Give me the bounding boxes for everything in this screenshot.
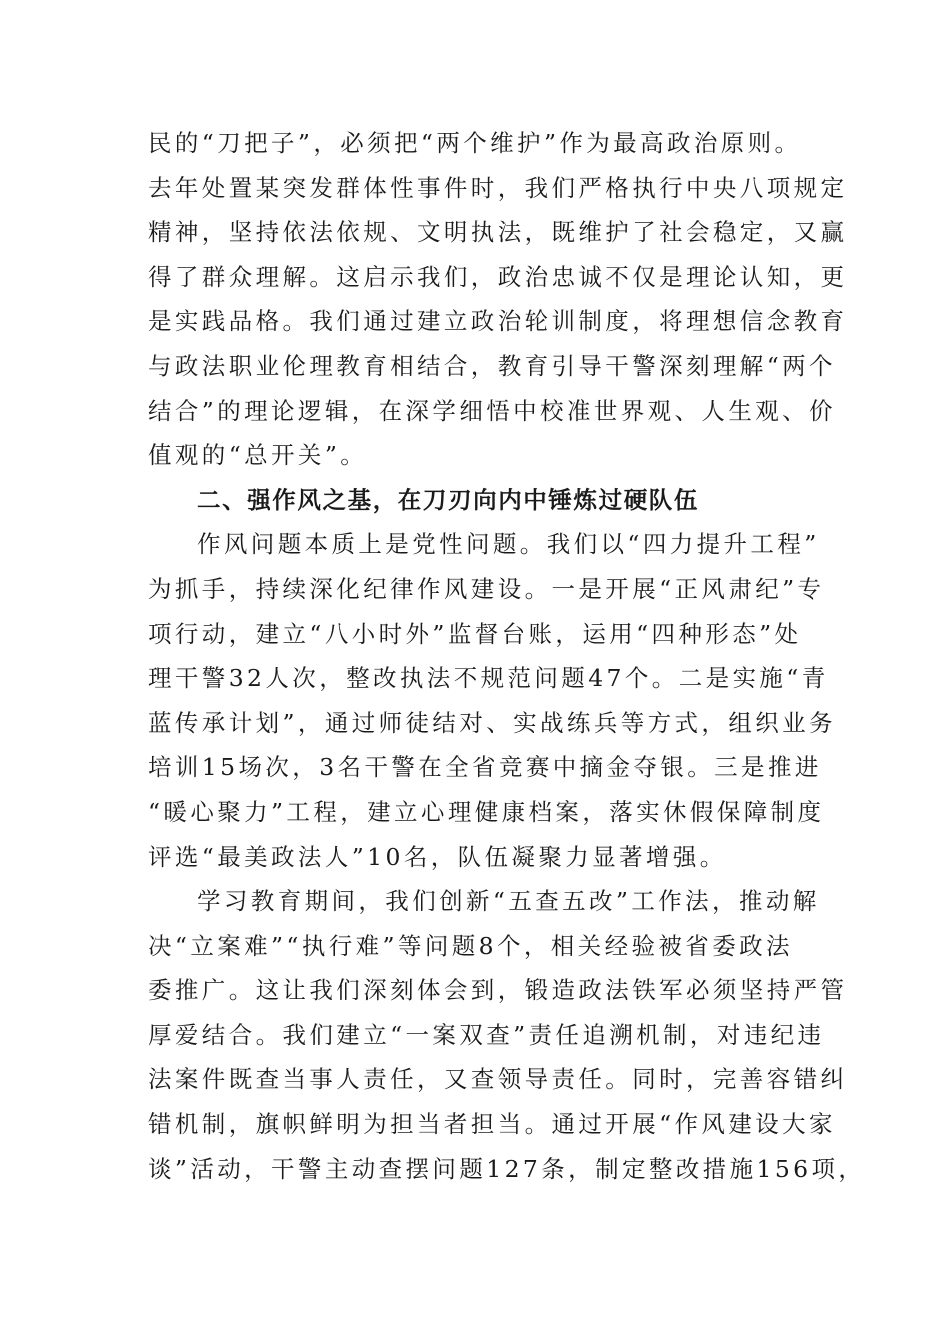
- text-line: 去年处置某突发群体性事件时，我们严格执行中央八项规定: [148, 173, 848, 202]
- text-line: 是实践品格。我们通过建立政治轮训制度，将理想信念教育: [148, 307, 848, 336]
- paragraph-start-line: 学习教育期间，我们创新“五查五改”工作法，推动解: [197, 887, 820, 916]
- text-line: 值观的“总开关”。: [148, 441, 368, 470]
- text-line: 项行动，建立“八小时外”监督台账，运用“四种形态”处: [148, 619, 802, 648]
- text-line: 评选“最美政法人”10名，队伍凝聚力显著增强。: [148, 842, 727, 871]
- text-line: 得了群众理解。这启示我们，政治忠诚不仅是理论认知，更: [148, 262, 848, 291]
- text-line: 蓝传承计划”，通过师徒结对、实战练兵等方式，组织业务: [148, 708, 836, 737]
- text-line: 为抓手，持续深化纪律作风建设。一是开展“正风肃纪”专: [148, 574, 825, 603]
- text-line: 委推广。这让我们深刻体会到，锻造政法铁军必须坚持严管: [148, 976, 848, 1005]
- text-line: 厚爱结合。我们建立“一案双查”责任追溯机制，对违纪违: [148, 1020, 825, 1049]
- text-line: 与政法职业伦理教育相结合，教育引导干警深刻理解“两个: [148, 351, 836, 380]
- text-line: 谈”活动，干警主动查摆问题127条，制定整改措施156项，: [148, 1154, 866, 1183]
- text-line: “暖心聚力”工程，建立心理健康档案，落实休假保障制度: [148, 797, 825, 826]
- text-line: 理干警32人次，整改执法不规范问题47个。二是实施“青: [148, 664, 829, 693]
- text-line: 错机制，旗帜鲜明为担当者担当。通过开展“作风建设大家: [148, 1110, 836, 1139]
- document-body: [148, 121, 866, 1191]
- text-line: 培训15场次，3名干警在全省竞赛中摘金夺银。三是推进: [148, 753, 822, 782]
- paragraph-start-line: 作风问题本质上是党性问题。我们以“四力提升工程”: [197, 530, 820, 559]
- text-line: 决“立案难”“执行难”等问题8个，相关经验被省委政法: [148, 931, 793, 960]
- text-line: 法案件既查当事人责任，又查领导责任。同时，完善容错纠: [148, 1065, 848, 1094]
- section-heading: 二、强作风之基，在刀刃向内中锤炼过硬队伍: [197, 485, 699, 514]
- text-line: 精神，坚持依法依规、文明执法，既维护了社会稳定，又赢: [148, 218, 848, 247]
- text-line: 民的“刀把子”，必须把“两个维护”作为最高政治原则。: [148, 129, 802, 157]
- text-line: 结合”的理论逻辑，在深学细悟中校准世界观、人生观、价: [148, 396, 836, 425]
